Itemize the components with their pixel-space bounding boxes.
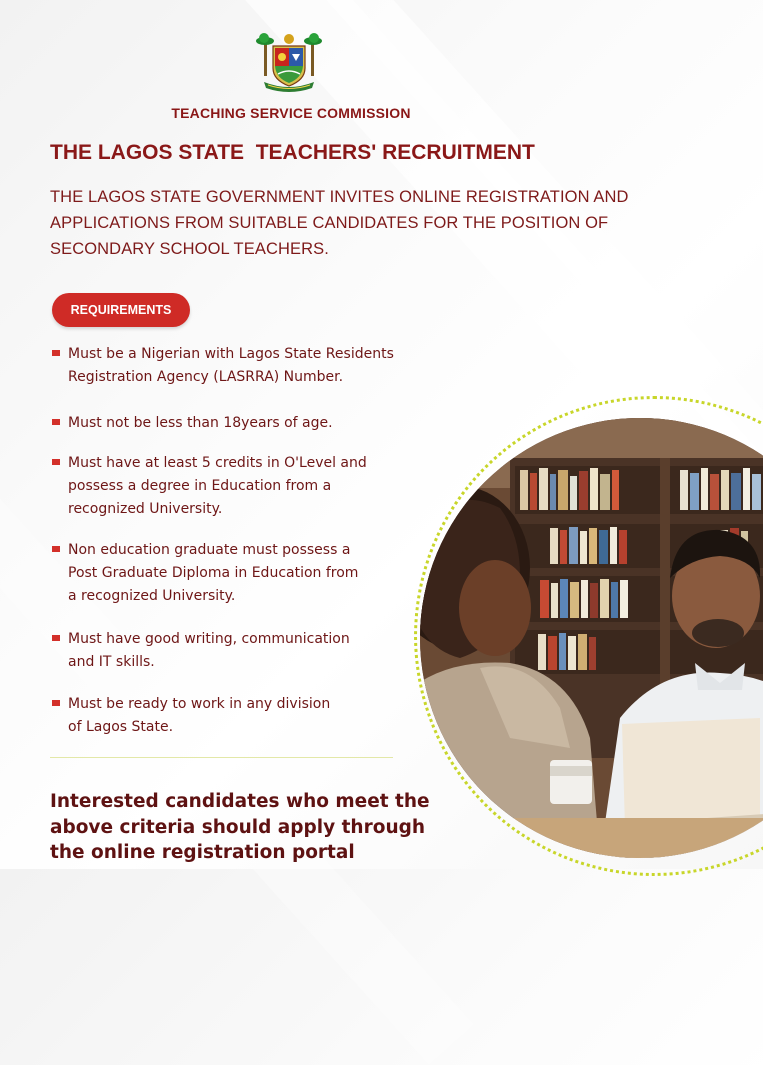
requirement-text: Must be a Nigerian with Lagos State Residents Registration Agency (LASRRA) Number. bbox=[68, 346, 394, 385]
intro-line: APPLICATIONS FROM SUITABLE CANDIDATES FOR THE POSITION OF bbox=[50, 214, 609, 232]
organization-name: TEACHING SERVICE COMMISSION bbox=[171, 105, 411, 121]
requirement-text: Must not be less than 18years of age. bbox=[68, 415, 333, 431]
requirement-text: Non education graduate must possess a Post Graduate Diploma in Education from a recognized University. bbox=[68, 542, 359, 604]
coat-of-arms-icon bbox=[256, 30, 322, 96]
bullet-icon bbox=[52, 419, 60, 425]
bullet-icon bbox=[52, 350, 60, 356]
requirement-item bbox=[52, 452, 412, 521]
bullet-icon bbox=[52, 459, 60, 465]
requirement-item bbox=[52, 412, 412, 435]
requirement-item bbox=[52, 693, 412, 739]
page-title: THE LAGOS STATE TEACHERS' RECRUITMENT bbox=[50, 141, 535, 164]
bullet-icon bbox=[52, 700, 60, 706]
intro-line: SECONDARY SCHOOL TEACHERS. bbox=[50, 240, 329, 258]
bullet-icon bbox=[52, 635, 60, 641]
requirement-item bbox=[52, 628, 412, 674]
requirement-item bbox=[52, 539, 412, 608]
requirements-badge: REQUIREMENTS bbox=[52, 293, 190, 327]
requirement-item bbox=[52, 343, 412, 389]
intro-paragraph bbox=[50, 184, 650, 262]
requirement-text: Must have good writing, communication and IT skills. bbox=[68, 631, 350, 670]
requirement-text: Must be ready to work in any division of Lagos State. bbox=[68, 696, 331, 735]
call-to-action: Interested candidates who meet the above criteria should apply through the online registration portal bbox=[50, 791, 430, 863]
divider bbox=[50, 757, 393, 758]
bullet-icon bbox=[52, 546, 60, 552]
intro-line: THE LAGOS STATE GOVERNMENT INVITES ONLINE REGISTRATION AND bbox=[50, 188, 629, 206]
requirement-text: Must have at least 5 credits in O'Level and possess a degree in Education from a recognized University. bbox=[68, 455, 367, 517]
